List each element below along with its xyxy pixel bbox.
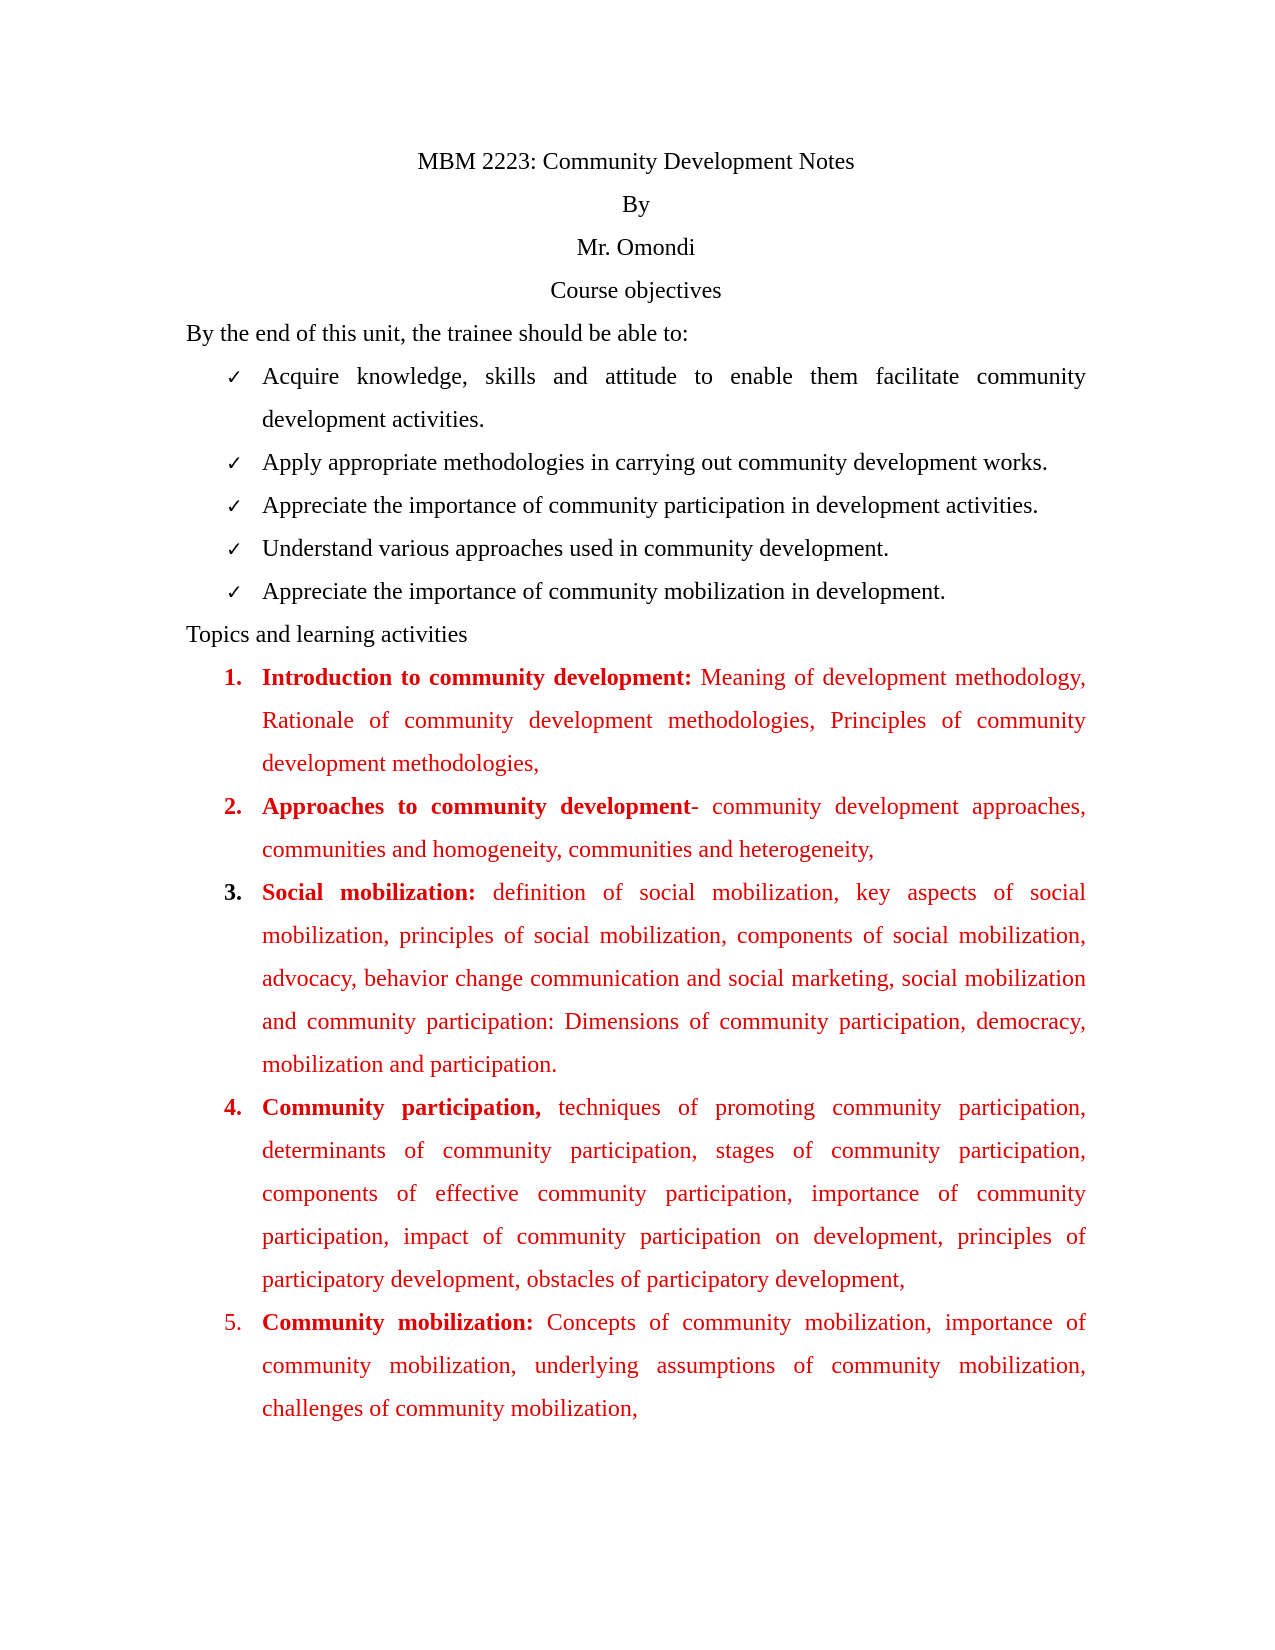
topic-item bbox=[224, 657, 1086, 786]
topic-body: Meaning of development methodology, Rationale of community development methodologies, Principles of community development methodologies, bbox=[262, 665, 1086, 777]
topic-item bbox=[224, 1087, 1086, 1302]
objectives-list bbox=[186, 356, 1086, 614]
document-page bbox=[186, 141, 1086, 1431]
topic-title: Community participation, bbox=[262, 1095, 542, 1121]
topic-number: 3. bbox=[224, 880, 242, 906]
topic-title: Social mobilization: bbox=[262, 880, 477, 906]
topic-title: Introduction to community development: bbox=[262, 665, 693, 691]
objective-item bbox=[226, 528, 1086, 571]
objective-text: Understand various approaches used in community development. bbox=[262, 536, 890, 562]
topic-number: 4. bbox=[224, 1095, 242, 1121]
topics-heading: Topics and learning activities bbox=[186, 622, 468, 648]
topic-number: 1. bbox=[224, 665, 242, 691]
topic-number: 2. bbox=[224, 794, 242, 820]
objective-text: Appreciate the importance of community mobilization in development. bbox=[262, 579, 946, 605]
checkmark-icon: ✓ bbox=[226, 580, 243, 604]
topic-title: Approaches to community development bbox=[262, 794, 691, 820]
checkmark-icon: ✓ bbox=[226, 451, 243, 475]
objective-text: Appreciate the importance of community participation in development activities. bbox=[262, 493, 1039, 519]
objective-item bbox=[226, 356, 1086, 442]
topic-body: Concepts of community mobilization, importance of community mobilization, underlying assumptions of community mobilization, challenges of community mobilization, bbox=[262, 1310, 1086, 1422]
author-name: Mr. Omondi bbox=[576, 235, 696, 261]
objective-text: Apply appropriate methodologies in carrying out community development works. bbox=[262, 450, 1048, 476]
topic-body: techniques of promoting community participation, determinants of community participation, stages of community participation, components of effective community participation, importance of community participation, impact of community participation on development, principles of participatory development, obstacles of participatory development, bbox=[262, 1095, 1086, 1293]
objective-item bbox=[226, 571, 1086, 614]
checkmark-icon: ✓ bbox=[226, 494, 243, 518]
topic-body: - community development approaches, communities and homogeneity, communities and heterogeneity, bbox=[262, 794, 1086, 863]
objective-item bbox=[226, 442, 1086, 485]
topic-body: definition of social mobilization, key aspects of social mobilization, principles of social mobilization, components of social mobilization, advocacy, behavior change communication and social marketing, social mobilization and community participation: Dimensions of community participation, democracy, mobilization and participation. bbox=[262, 880, 1086, 1078]
topic-item bbox=[224, 872, 1086, 1087]
by-line: By bbox=[621, 192, 650, 218]
topic-number: 5. bbox=[224, 1310, 242, 1336]
topic-item bbox=[224, 1302, 1086, 1431]
objective-item bbox=[226, 485, 1086, 528]
checkmark-icon: ✓ bbox=[226, 365, 243, 389]
objectives-heading: Course objectives bbox=[550, 278, 722, 304]
document-title: MBM 2223: Community Development Notes bbox=[417, 149, 855, 175]
topic-title: Community mobilization: bbox=[262, 1310, 534, 1336]
topics-list bbox=[186, 657, 1086, 1431]
checkmark-icon: ✓ bbox=[226, 537, 243, 561]
topic-item bbox=[224, 786, 1086, 872]
objective-text: Acquire knowledge, skills and attitude to enable them facilitate community development activities. bbox=[262, 364, 1086, 433]
intro-text: By the end of this unit, the trainee should be able to: bbox=[186, 321, 689, 347]
